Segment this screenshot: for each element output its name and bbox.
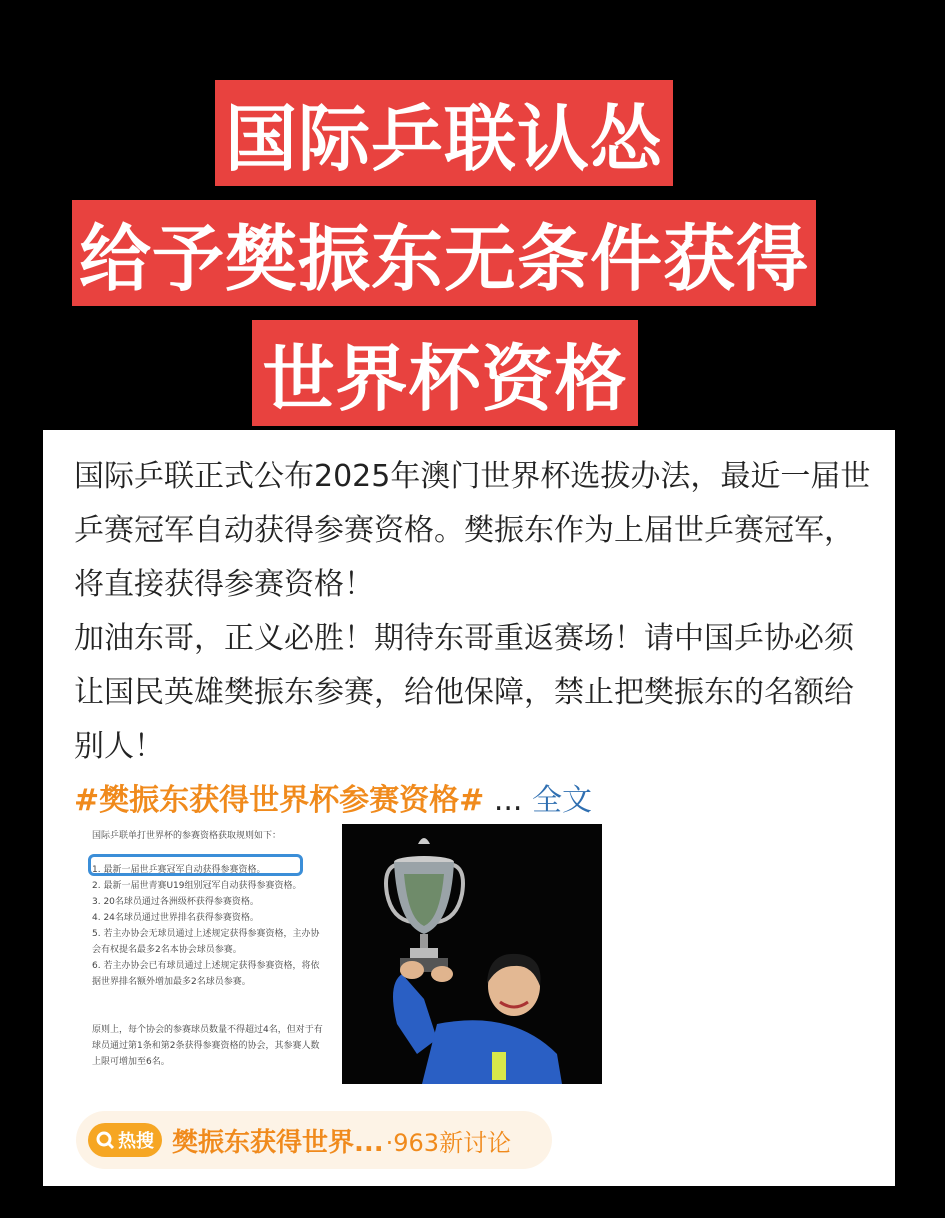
hot-search-topic: 樊振东获得世界... — [172, 1127, 384, 1158]
hashtag-link[interactable]: #樊振东获得世界杯参赛资格# — [74, 783, 485, 818]
headline-line-1: 国际乒联认怂 — [215, 80, 673, 186]
hot-search-label: 热搜 — [118, 1131, 154, 1152]
search-icon — [92, 1127, 118, 1153]
rules-list — [92, 862, 327, 990]
hot-search-pill[interactable] — [76, 1111, 552, 1169]
player-with-trophy-illustration — [342, 824, 602, 1084]
hashtag-line — [74, 774, 874, 828]
post-card — [43, 430, 895, 1186]
rule-item: 4. 24名球员通过世界排名获得参赛资格。 — [92, 913, 259, 923]
ellipsis: ... — [484, 783, 532, 818]
rules-note: 原则上，每个协会的参赛球员数量不得超过4名，但对于有球员通过第1条和第2条获得参赛资格的协会，其参赛人数上限可增加至6名。 — [92, 1025, 323, 1067]
rules-screenshot-image[interactable] — [86, 822, 336, 1087]
rule-item: 3. 20名球员通过各洲级杯获得参赛资格。 — [92, 897, 259, 907]
rules-title: 国际乒联单打世界杯的参赛资格获取规则如下： — [92, 831, 282, 841]
rule-item: 2. 最新一届世青赛U19组别冠军自动获得参赛资格。 — [92, 881, 302, 891]
hot-search-badge — [88, 1123, 162, 1157]
post-body — [74, 450, 874, 828]
headline-line-2: 给予樊振东无条件获得 — [72, 200, 816, 306]
post-paragraph-1: 国际乒联正式公布2025年澳门世界杯选拔办法，最近一届世乒赛冠军自动获得参赛资格。樊振东作为上届世乒赛冠军，将直接获得参赛资格！ — [74, 459, 871, 602]
rule-item: 1. 最新一届世乒赛冠军自动获得参赛资格。 — [92, 865, 266, 875]
full-text-link[interactable]: 全文 — [531, 783, 592, 818]
hot-search-count: ·963新讨论 — [385, 1128, 512, 1157]
rule-item: 5. 若主办协会无球员通过上述规定获得参赛资格，主办协会有权提名最多2名本协会球员参赛。 — [92, 929, 320, 955]
rule-item: 6. 若主办协会已有球员通过上述规定获得参赛资格，将依据世界排名额外增加最多2名球员参赛。 — [92, 961, 320, 987]
headline-line-3: 世界杯资格 — [252, 320, 638, 426]
trophy-photo[interactable] — [342, 824, 602, 1084]
post-paragraph-2: 加油东哥，正义必胜！期待东哥重返赛场！请中国乒协必须让国民英雄樊振东参赛，给他保障，禁止把樊振东的名额给别人！ — [74, 621, 854, 764]
